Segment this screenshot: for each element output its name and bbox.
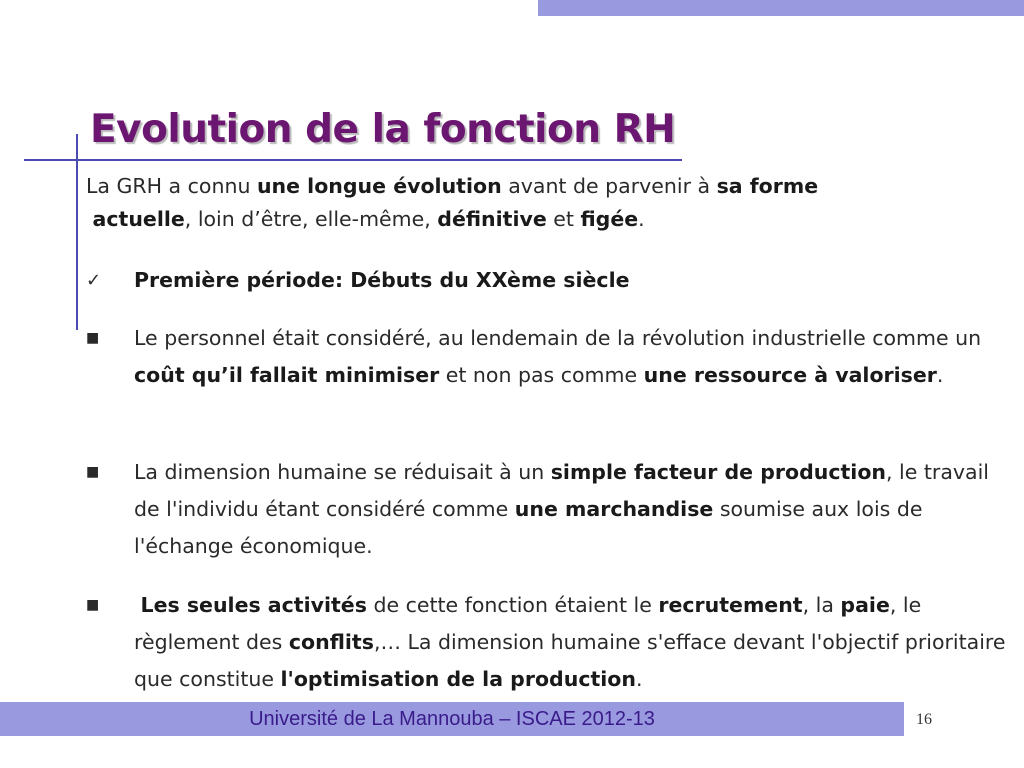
bullet-bold: simple facteur de production	[550, 460, 887, 484]
slide-title: Evolution de la fonction RH	[90, 107, 676, 152]
bullet-bold: conflits	[288, 630, 374, 654]
page-number: 16	[916, 711, 932, 728]
intro-bold: une longue évolution	[256, 174, 502, 198]
checkmark-icon: ✓	[86, 270, 102, 291]
bullet-text	[134, 454, 1016, 565]
bullet-text	[134, 320, 1016, 394]
bullet-bold: recrutement	[658, 593, 803, 617]
bullet-segment: ,… La dimension humaine s'efface devant l'objectif prioritaire que constitue	[134, 630, 1006, 691]
bullet-segment: , le règlement des	[134, 593, 922, 654]
bullet-segment: soumise aux lois de l'échange économique.	[134, 497, 923, 558]
bullet-bold: une ressource à valoriser	[643, 363, 937, 387]
period-heading	[134, 262, 1016, 299]
bullet-bold: Les seules activités	[140, 593, 367, 617]
bullet-segment: , la	[802, 593, 841, 617]
bullet-segment: .	[635, 667, 643, 691]
bullet-segment: .	[936, 363, 944, 387]
bullet-bold: coût qu’il fallait minimiser	[134, 363, 440, 387]
square-bullet-icon: ■	[86, 464, 100, 480]
intro-paragraph	[86, 170, 966, 236]
square-bullet-icon: ■	[86, 597, 100, 613]
period-heading-item	[86, 262, 1016, 299]
intro-text: avant de parvenir à	[501, 174, 717, 198]
bullet-segment: Le personnel était considéré, au lendemain de la révolution industrielle comme un	[134, 326, 982, 350]
bullet-text	[134, 587, 1016, 698]
bullet-item	[86, 454, 1016, 565]
intro-text: , loin d’être, elle-même,	[184, 207, 438, 231]
bullet-segment: de cette fonction étaient le	[366, 593, 659, 617]
footer-text: Université de La Mannouba – ISCAE 2012-13	[249, 708, 655, 730]
vertical-rule	[76, 134, 78, 330]
horizontal-rule	[24, 159, 682, 161]
bullet-segment: La dimension humaine se réduisait à un	[134, 460, 551, 484]
intro-text: et	[546, 207, 581, 231]
intro-bold: figée	[580, 207, 639, 231]
intro-bold: actuelle	[92, 207, 185, 231]
intro-bold: définitive	[437, 207, 547, 231]
intro-text: .	[638, 207, 645, 231]
bullet-item	[86, 587, 1016, 698]
top-accent-bar	[538, 0, 1024, 16]
bullet-bold: paie	[840, 593, 890, 617]
bullet-segment: , le travail de l'individu étant considéré comme	[134, 460, 989, 521]
bullet-segment: et non pas comme	[439, 363, 644, 387]
bullet-bold: une marchandise	[514, 497, 714, 521]
square-bullet-icon: ■	[86, 330, 100, 346]
period-heading-text: Première période: Débuts du XXème siècle	[134, 268, 630, 292]
intro-bold: sa forme	[716, 174, 819, 198]
bullet-item	[86, 320, 1016, 394]
intro-text: La GRH a connu	[86, 174, 257, 198]
bullet-bold: l'optimisation de la production	[280, 667, 636, 691]
